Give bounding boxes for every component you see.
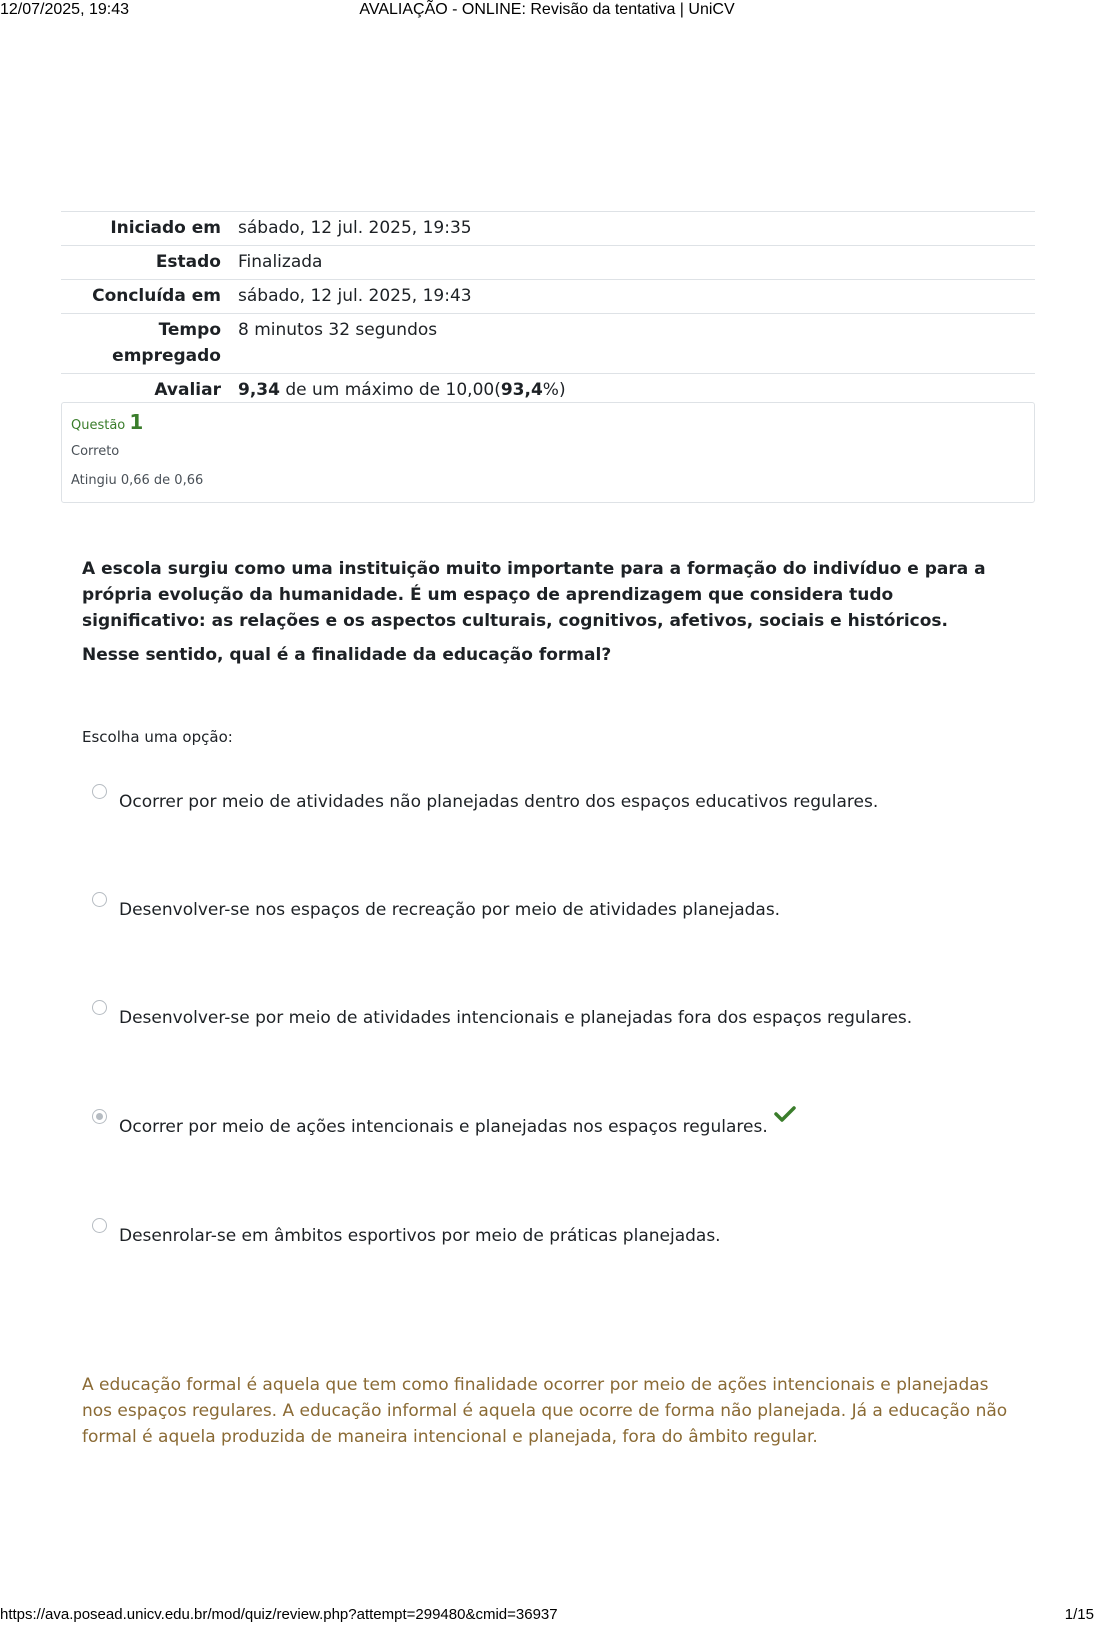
question-number: [71, 409, 1025, 439]
summary-row-started: [61, 212, 1035, 246]
radio-button[interactable]: [92, 784, 107, 799]
summary-value-completed: sábado, 12 jul. 2025, 19:43: [238, 286, 472, 306]
summary-label-grade: Avaliar: [154, 380, 221, 400]
answer-option-label[interactable]: Desenvolver-se nos espaços de recreação por meio de atividades planejadas.: [119, 900, 781, 920]
summary-value-time: 8 minutos 32 segundos: [238, 320, 438, 340]
question-ask: Nesse sentido, qual é a finalidade da educação formal?: [82, 645, 612, 665]
summary-label-time: [61, 314, 238, 374]
general-feedback: A educação formal é aquela que tem como finalidade ocorrer por meio de ações intencionais e planejadas nos espaços regulares. A educação informal é aquela que ocorre de forma não planejada. Já a educação não formal é aquela produzida de maneira intencional e planejada, fora do âmbito regular.: [82, 1375, 1008, 1447]
radio-button[interactable]: [92, 1218, 107, 1233]
print-datetime: 12/07/2025, 19:43: [0, 1, 130, 18]
print-header: [0, 0, 1094, 22]
question-number-value: 1: [129, 410, 144, 434]
question-info-box: [61, 402, 1035, 503]
question-state: Correto: [71, 444, 120, 459]
answer-option-2[interactable]: [92, 892, 992, 922]
choose-option-prompt: Escolha uma opção:: [82, 728, 233, 746]
radio-button[interactable]: [92, 892, 107, 907]
print-page-number: 1/15: [1064, 1606, 1094, 1623]
summary-label-time-line1: Tempo: [158, 320, 221, 340]
grade-score: 9,34: [238, 380, 280, 400]
answer-option-5[interactable]: [92, 1218, 992, 1248]
summary-row-completed: [61, 280, 1035, 314]
summary-row-state: [61, 246, 1035, 280]
answer-option-label[interactable]: Desenrolar-se em âmbitos esportivos por meio de práticas planejadas.: [119, 1226, 721, 1246]
radio-button-selected[interactable]: [92, 1109, 107, 1124]
question-body: A escola surgiu como uma instituição muito importante para a formação do indivíduo e para a própria evolução da humanidade. É um espaço de aprendizagem que considera tudo significativo: as relações e os aspectos culturais, cognitivos, afetivos, sociais e históricos.: [82, 559, 986, 631]
answer-option-1[interactable]: [92, 784, 992, 814]
summary-label-time-line2: empregado: [112, 346, 221, 366]
print-url: https://ava.posead.unicv.edu.br/mod/quiz/review.php?attempt=299480&cmid=36937: [0, 1606, 558, 1623]
print-page-title: AVALIAÇÃO - ONLINE: Revisão da tentativa | UniCV: [359, 1, 735, 18]
question-grade: Atingiu 0,66 de 0,66: [71, 473, 204, 488]
summary-label-started: Iniciado em: [110, 218, 221, 238]
grade-percent-suffix: %): [542, 380, 566, 400]
answer-option-label[interactable]: Desenvolver-se por meio de atividades intencionais e planejadas fora dos espaços regulares.: [119, 1008, 913, 1028]
question-label: Questão: [71, 418, 130, 433]
grade-max: de um máximo de 10,00(: [279, 380, 501, 400]
answer-option-3[interactable]: [92, 1000, 992, 1030]
grade-percent: 93,4: [500, 380, 543, 400]
answer-option-label[interactable]: Ocorrer por meio de atividades não planejadas dentro dos espaços educativos regulares.: [119, 792, 879, 812]
summary-value-started: sábado, 12 jul. 2025, 19:35: [238, 218, 472, 238]
summary-label-completed: Concluída em: [92, 286, 221, 306]
answer-option-4[interactable]: [92, 1109, 992, 1139]
question-text: [82, 556, 1022, 668]
check-icon: [774, 1105, 796, 1123]
summary-label-state: Estado: [155, 252, 221, 272]
summary-row-time: [61, 314, 1035, 374]
answer-option-label[interactable]: Ocorrer por meio de ações intencionais e planejadas nos espaços regulares.: [119, 1117, 768, 1137]
radio-button[interactable]: [92, 1000, 107, 1015]
print-footer: [0, 1604, 1094, 1626]
summary-value-state: Finalizada: [238, 252, 323, 272]
attempt-summary-table: [61, 211, 1035, 407]
